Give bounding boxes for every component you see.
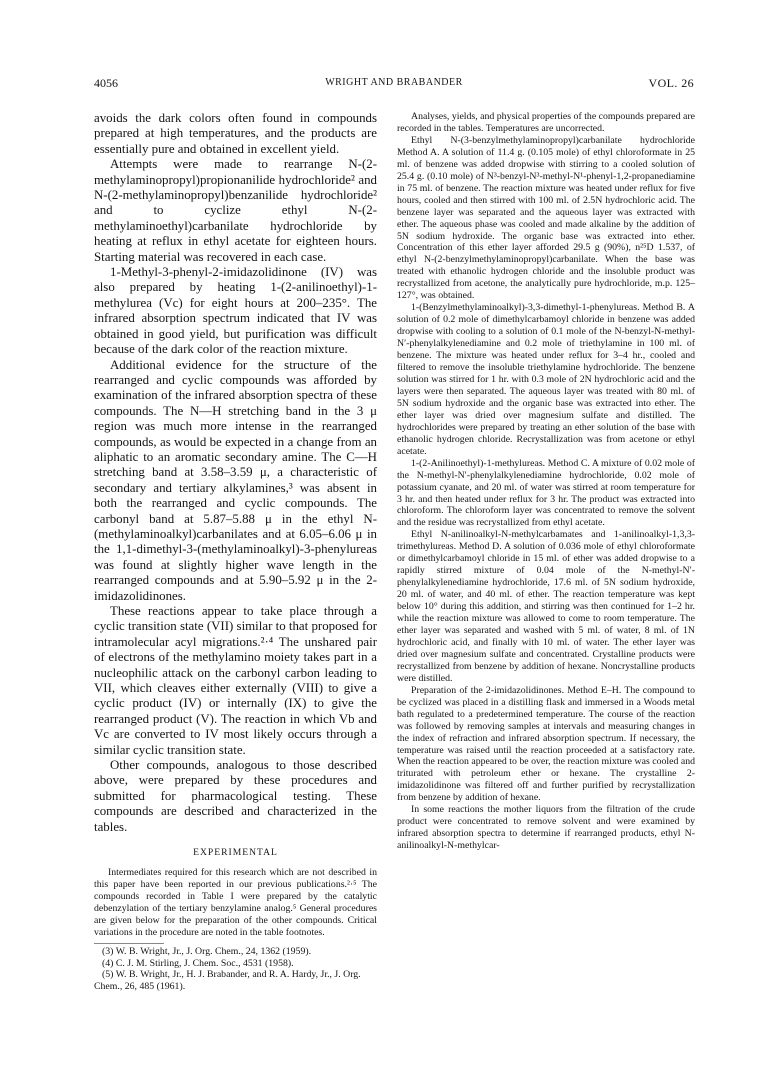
paragraph: Analyses, yields, and physical properties of the compounds prepared are recorded in the tables. Temperatures are uncorrected. — [397, 111, 695, 134]
footnotes — [94, 946, 377, 993]
footnote: (3) W. B. Wright, Jr., J. Org. Chem., 24, 1362 (1959). — [102, 945, 312, 957]
page-number: 4056 — [94, 76, 118, 90]
method-e-h-paragraph: Preparation of the 2-imidazolidinones. Method E–H. The compound to be cyclized was placed in a distilling flask and immersed in a Woods metal bath regulated to a predetermined temperature. The course of the reaction was followed by removing samples at intervals and measuring changes in the index of refraction and infrared absorption spectrum. If necessary, the temperature was raised until the reaction proceeded at a satisfactory rate. When the reaction appeared to be over, the reaction mixture was cooled and triturated with petroleum ether or hexane. The crystalline 2-imidazolidinone was filtered off and further purified by recrystallization from benzene by addition of hexane. — [397, 684, 695, 804]
paragraph: Intermediates required for this research which are not described in this paper have been reported in our previous publications.²·⁵ The compounds recorded in Table I were prepared by the catalytic debenzylation of the tertiary benzylamine analog.⁵ General procedures are given below for the preparation of the other compounds. Critical variations in the procedure are noted in the table footnotes. — [94, 867, 377, 938]
footnote: (4) C. J. M. Stirling, J. Chem. Soc., 4531 (1958). — [102, 957, 294, 969]
footnote-rule — [94, 943, 164, 944]
experimental-intro — [94, 867, 377, 939]
paragraph: In some reactions the mother liquors from the filtration of the crude product were concentrated to remove solvent and were examined by infrared absorption spectra to determine if rearranged products, ethyl N-anilinoalkyl-N-methylcar- — [397, 804, 695, 852]
paragraph: Additional evidence for the structure of the rearranged and cyclic compounds was afforded by examination of the infrared absorption spectra of these compounds. The N—H stretching band in the 3 μ region was much more intense in the rearranged compounds, as would be expected in a change from an aliphatic to an aromatic secondary amine. The C—H stretching band at 3.58–3.59 μ, a characteristic of secondary and tertiary alkylamines,³ was absent in both the rearranged and cyclic compounds. The carbonyl band at 5.87–5.88 μ in the ethyl N-(methylaminoalkyl)carbanilates and at 6.05–6.06 μ in the 1,1-dimethyl-3-(methylaminoalkyl)-3-phenylureas was found at slightly higher wave length in the rearranged compounds and at 5.90–5.92 μ in the 2-imidazolidinones. — [94, 357, 377, 603]
right-column — [397, 111, 695, 852]
paragraph: Other compounds, analogous to those described above, were prepared by these procedures and submitted for pharmacological testing. These compounds are described and characterized in the tables. — [94, 758, 377, 834]
paragraph: These reactions appear to take place through a cyclic transition state (VII) similar to that proposed for intramolecular acyl migrations.²·⁴ The unshared pair of electrons of the methylamino moiety takes part in a nucleophilic attack on the carbonyl carbon leading to VII, which cleaves either externally (VIII) to give a cyclic product (IV) or internally (IX) to give the rearranged product (V). The reaction in which Vb and Vc are converted to IV most likely occurs through a similar cyclic transition state. — [94, 604, 377, 757]
method-a-paragraph: Ethyl N-(3-benzylmethylaminopropyl)carbanilate hydrochloride Method A. A solution of 11.4 g. (0.105 mole) of ethyl chloroformate in 25 ml. of benzene was added dropwise with stirring to a cooled solution of 25.4 g. (0.10 mole) of N³-benzyl-N³-methyl-N¹-phenyl-1,2-propanediamine in 75 ml. of benzene. The reaction mixture was heated under reflux for five hours, cooled and then stirred with 100 ml. of 2.5N hydrochloric acid. The benzene layer was separated and the aqueous layer was extracted with ether. The aqueous phase was cooled and made alkaline by the addition of 5N sodium hydroxide. The organic base was extracted into ether. Concentration of this ether layer afforded 29.5 g (90%), n²⁵D 1.537, of ethyl N-(2-benzylmethylaminopropyl)carbanilate. When the base was treated with ethanolic hydrogen chloride and the insoluble product was recrystallized from acetone, the analytically pure hydrochloride, m.p. 125–127°, was obtained. — [397, 134, 695, 302]
page-header — [94, 76, 694, 92]
paragraph: 1-Methyl-3-phenyl-2-imidazolidinone (IV) was also prepared by heating 1-(2-anilinoethyl)-1-methylurea (Vc) for eight hours at 200–235°. The infrared absorption spectrum indicated that IV was obtained in good yield, but purification was difficult because of the dark color of the reaction mixture. — [94, 265, 377, 357]
paragraph: Attempts were made to rearrange N-(2-methylaminopropyl)propionanilide hydrochloride² and N-(2-methylaminopropyl)benzanilide hydrochloride² and to cyclize ethyl N-(2-methylaminoethyl)carbanilate hydrochloride by heating at reflux in ethyl acetate for eighteen hours. Starting material was recovered in each case. — [94, 157, 377, 264]
left-column — [94, 111, 377, 993]
running-head: WRIGHT AND BRABANDER — [325, 77, 463, 88]
section-heading: EXPERIMENTAL — [193, 847, 278, 859]
method-c-paragraph: 1-(2-Anilinoethyl)-1-methylureas. Method C. A mixture of 0.02 mole of the N-methyl-N′-phenylalkylenediamine hydrochloride, 0.02 mole of potassium cyanate, and 20 ml. of water was stirred at room temperature for 3 hr. and then heated under reflux for 3 hr. The product was extracted into chloroform. The chloroform layer was concentrated to remove the solvent and the residue was recrystallized from ethyl acetate. — [397, 457, 695, 529]
discussion-text — [94, 111, 377, 835]
method-d-paragraph: Ethyl N-anilinoalkyl-N-methylcarbamates and 1-anilinoalkyl-1,3,3-trimethylureas. Method D. A solution of 0.036 mole of ethyl chloroformate or dimethylcarbamoyl chloride in 15 ml. of ether was added dropwise to a rapidly stirred mixture of 0.04 mole of the N-methyl-N′-phenylalkylenediamine hydrochloride, 17.6 ml. of 5N sodium hydroxide, 20 ml. of water, and 40 ml. of ether. The reaction temperature was kept below 10° during this addition, and stirring was then continued for 1–2 hr. while the reaction mixture was allowed to come to room temperature. The ether layer was separated and washed with 5 ml. of water, 8 ml. of 1N hydrochloric acid, and finally with 10 ml. of water. The ether layer was dried over magnesium sulfate and concentrated. Crystalline products were recrystallized from benzene by addition of hexane. Noncrystalline products were distilled. — [397, 529, 695, 684]
volume-label: VOL. 26 — [648, 76, 694, 90]
paragraph: avoids the dark colors often found in compounds prepared at high temperatures, and the products are essentially pure and obtained in excellent yield. — [94, 111, 377, 156]
method-b-paragraph: 1-(Benzylmethylaminoalkyl)-3,3-dimethyl-1-phenylureas. Method B. A solution of 0.2 mole of dimethylcarbamoyl chloride in benzene was added dropwise with cooling to a solution of 0.1 mole of the N-benzyl-N-methyl-N′-phenylalkylenediamine and 0.2 mole of triethylamine in 100 ml. of benzene. The mixture was heated under reflux for 3–4 hr., cooled and filtered to remove the insoluble triethylamine hydrochloride. The benzene solution was stirred for 1 hr. with 0.3 mole of 2N hydrochloric acid and the layers were then separated. The aqueous layer was treated with 80 ml. of 5N sodium hydroxide and the organic base was extracted into ether. The ether layer was dried over magnesium sulfate and distilled. The hydrochlorides were prepared by treating an ether solution of the base with ethanolic hydrogen chloride. Recrystallization was from acetone or ethyl acetate. — [397, 302, 695, 457]
footnote: (5) W. B. Wright, Jr., H. J. Brabander, and R. A. Hardy, Jr., J. Org. Chem., 26, 485 (1961). — [94, 969, 361, 993]
